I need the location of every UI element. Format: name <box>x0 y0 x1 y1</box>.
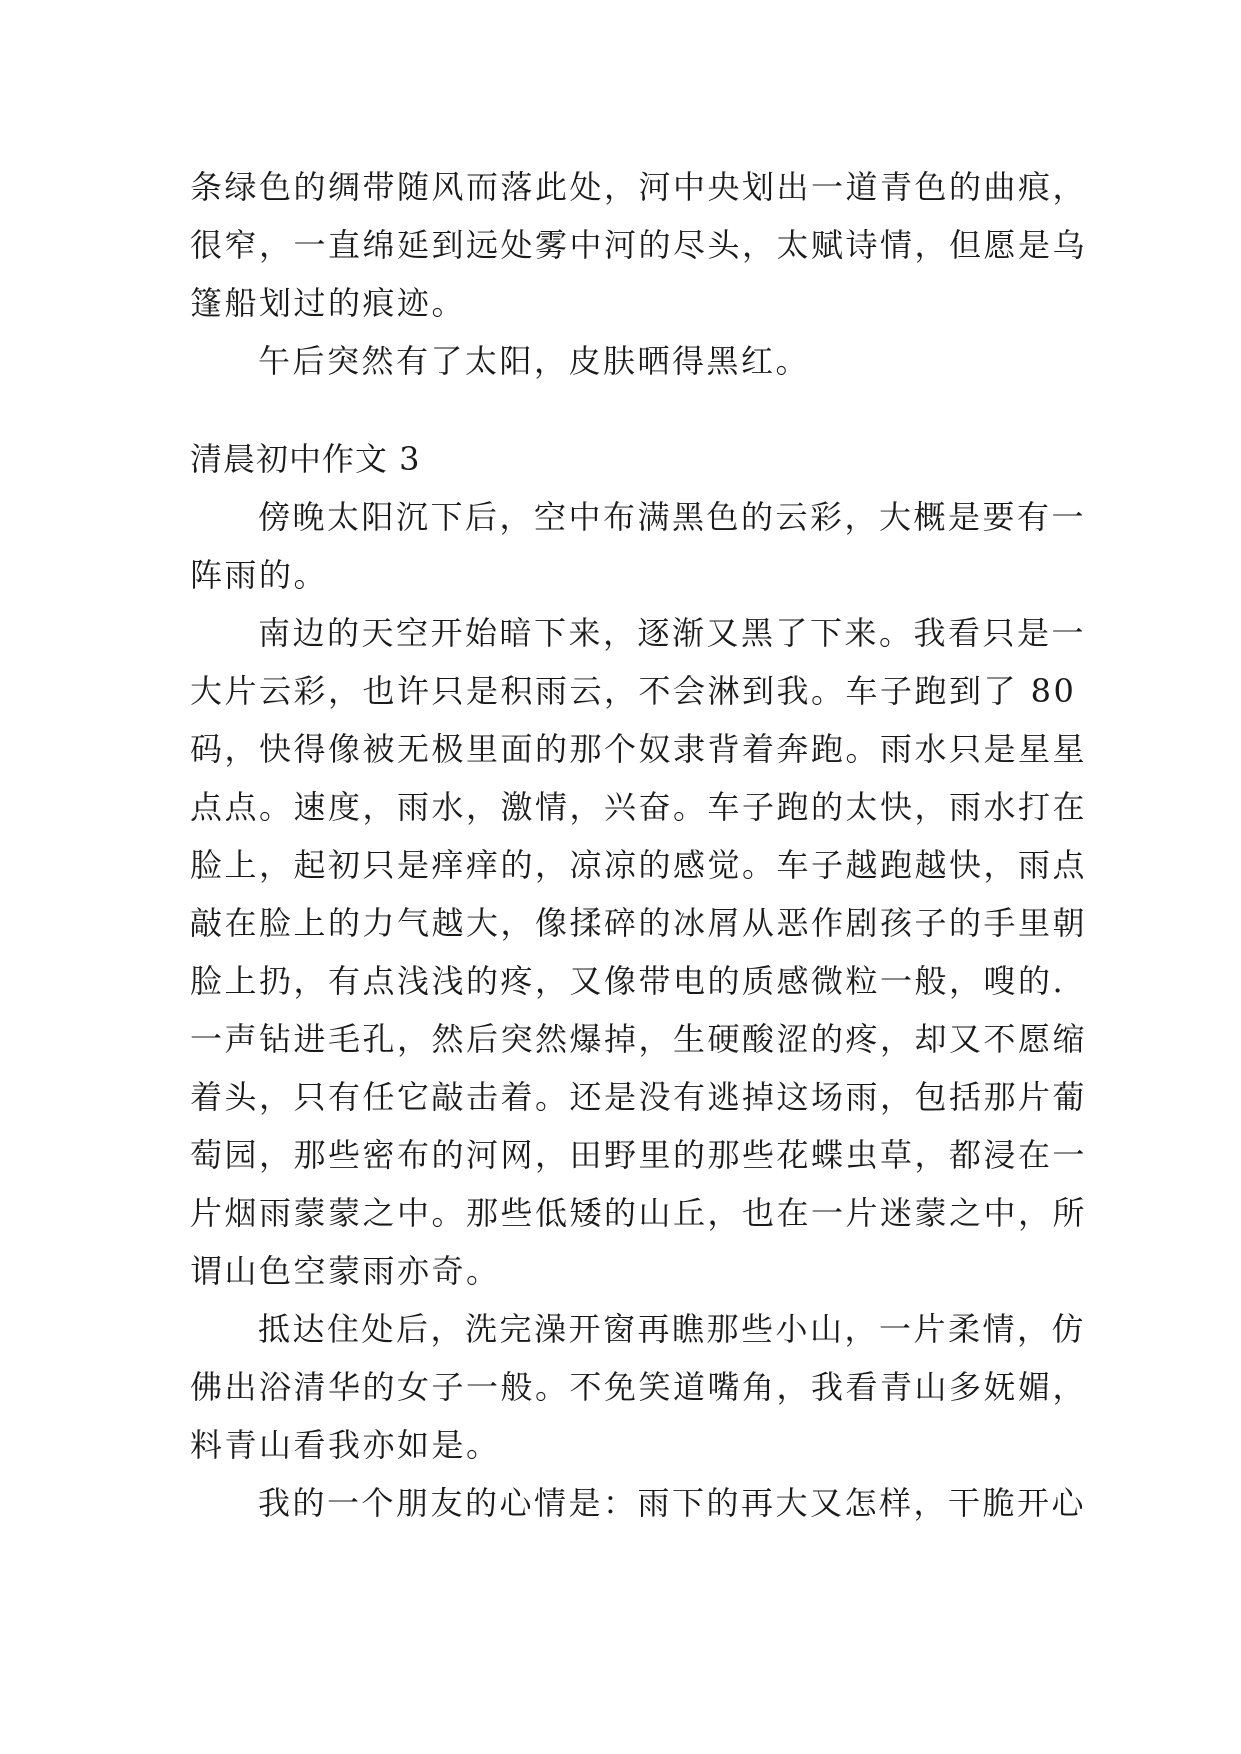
paragraph-line: 抵达住处后，洗完澡开窗再瞧那些小山，一片柔情，仿 <box>258 1310 1087 1348</box>
paragraph-line: 我的一个朋友的心情是：雨下的再大又怎样，干脆开心 <box>258 1484 1087 1522</box>
paragraph-line: 傍晚太阳沉下后，空中布满黑色的云彩，大概是要有一 <box>258 498 1087 536</box>
paragraph-line: 料青山看我亦如是。 <box>190 1426 501 1464</box>
section-gap <box>190 390 1058 430</box>
paragraph-line: 篷船划过的痕迹。 <box>190 284 467 322</box>
paragraph-line: 谓山色空蒙雨亦奇。 <box>190 1252 501 1290</box>
paragraph-line: 脸上，起初只是痒痒的，凉凉的感觉。车子越跑越快，雨点 <box>190 846 1088 884</box>
paragraph-line: 阵雨的。 <box>190 556 329 594</box>
paragraph-line: 点点。速度，雨水，激情，兴奋。车子跑的太快，雨水打在 <box>190 788 1088 826</box>
paragraph-line: 片烟雨蒙蒙之中。那些低矮的山丘，也在一片迷蒙之中，所 <box>190 1194 1088 1232</box>
document-content <box>190 158 1088 1532</box>
section-title: 清晨初中作文 3 <box>190 440 421 478</box>
paragraph-line: 佛出浴清华的女子一般。不免笑道嘴角，我看青山多妩媚， <box>190 1368 1088 1406</box>
paragraph-line: 着头，只有任它敲击着。还是没有逃掉这场雨，包括那片葡 <box>190 1078 1088 1116</box>
paragraph-line: 大片云彩，也许只是积雨云，不会淋到我。车子跑到了 80 <box>190 672 1077 710</box>
paragraph-line: 脸上扔，有点浅浅的疼，又像带电的质感微粒一般，嗖的. <box>190 962 1066 1000</box>
paragraph-line: 条绿色的绸带随风而落此处，河中央划出一道青色的曲痕， <box>190 168 1088 206</box>
paragraph-line: 敲在脸上的力气越大，像揉碎的冰屑从恶作剧孩子的手里朝 <box>190 904 1088 942</box>
paragraph-line: 很窄，一直绵延到远处雾中河的尽头，太赋诗情，但愿是乌 <box>190 226 1088 264</box>
paragraph-line: 萄园，那些密布的河网，田野里的那些花蝶虫草，都浸在一 <box>190 1136 1088 1174</box>
paragraph-line: 南边的天空开始暗下来，逐渐又黑了下来。我看只是一 <box>258 614 1087 652</box>
paragraph-line: 午后突然有了太阳，皮肤晒得黑红。 <box>258 342 811 380</box>
paragraph-line: 一声钻进毛孔，然后突然爆掉，生硬酸涩的疼，却又不愿缩 <box>190 1020 1088 1058</box>
paragraph-line: 码，快得像被无极里面的那个奴隶背着奔跑。雨水只是星星 <box>190 730 1088 768</box>
